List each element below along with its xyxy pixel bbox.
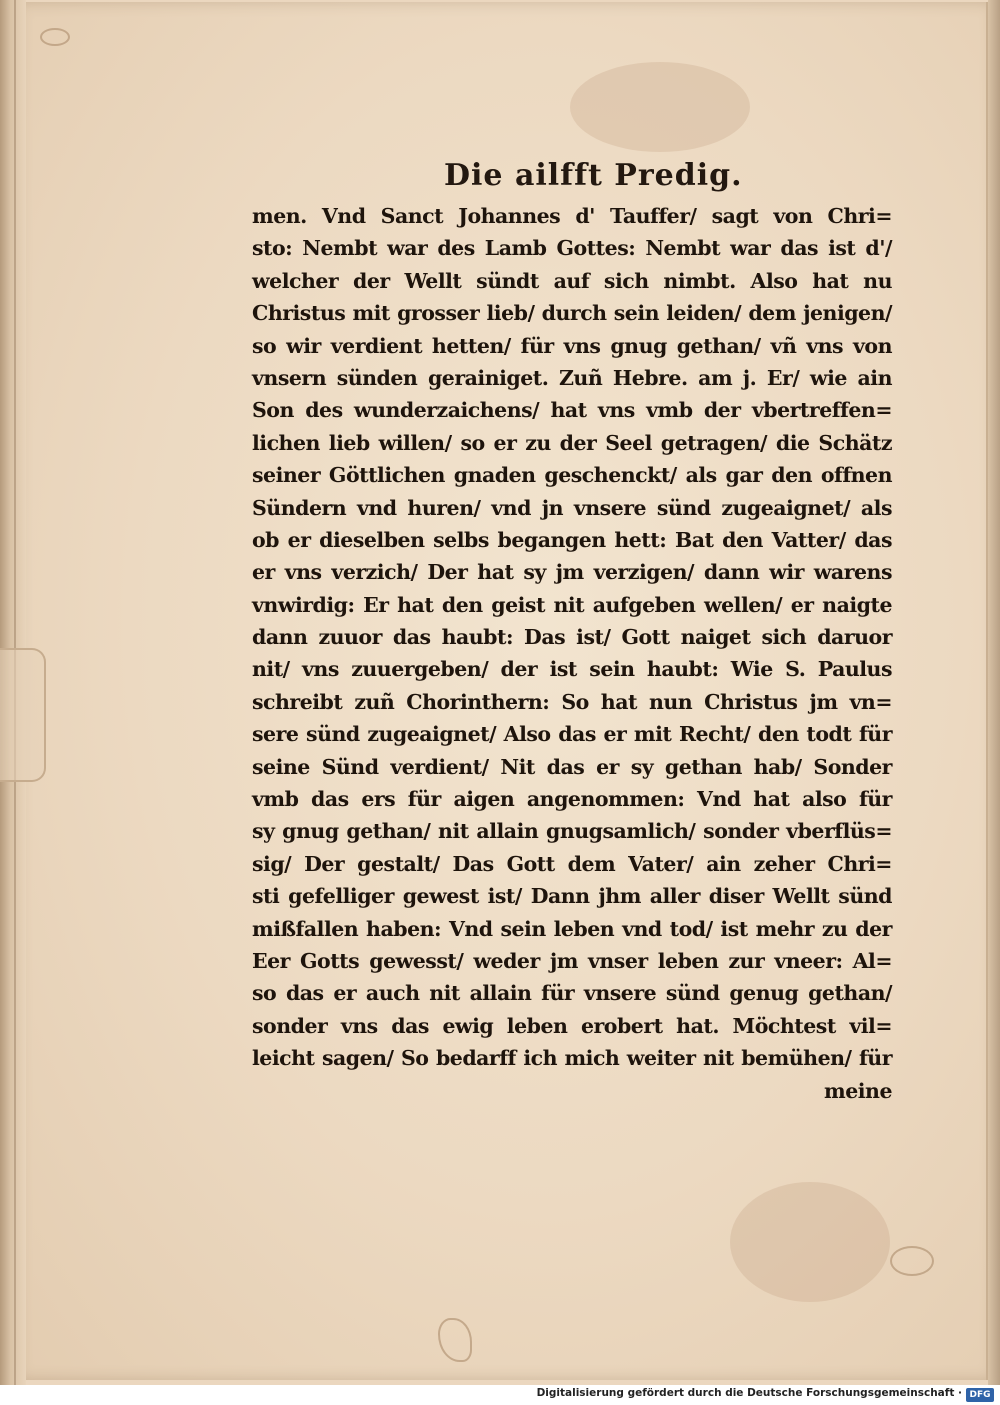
text-line: nit/ vns zuuergeben/ der ist sein haubt: Wie S. Paulus (252, 657, 892, 682)
running-header: Die ailfft Predig. (444, 158, 743, 193)
body-text (252, 200, 892, 1107)
text-line: so das er auch nit allain für vnsere sünd genug gethan/ (252, 981, 892, 1006)
dfg-logo: DFG (966, 1388, 994, 1402)
text-line: Sündern vnd huren/ vnd jn vnsere sünd zugeaignet/ als (252, 495, 892, 520)
text-line: sti gefelliger gewest ist/ Dann jhm aller diser Wellt sünd (252, 884, 892, 909)
text-line: sere sünd zugeaignet/ Also das er mit Recht/ den todt für (252, 722, 892, 747)
text-line: er vns verzich/ Der hat sy jm verzigen/ dann wir warens (252, 560, 892, 585)
catchword: meine (824, 1078, 892, 1103)
text-line: seiner Göttlichen gnaden geschenckt/ als gar den offnen (252, 463, 892, 488)
text-line: sig/ Der gestalt/ Das Gott dem Vater/ ain zeher Chri= (252, 851, 892, 876)
text-line: men. Vnd Sanct Johannes d' Tauffer/ sagt von Chri= (252, 204, 892, 228)
text-line: Son des wunderzaichens/ hat vns vmb der vbertreffen= (252, 398, 892, 423)
ink-mark (438, 1318, 472, 1362)
ink-mark (890, 1246, 934, 1276)
text-line: ob er dieselben selbs begangen hett: Bat den Vatter/ das (252, 527, 892, 552)
text-line: lichen lieb willen/ so er zu der Seel getragen/ die Schätz (252, 430, 892, 455)
text-line: sto: Nembt war des Lamb Gottes: Nembt war das ist d'/ (252, 236, 892, 261)
ink-mark (40, 28, 70, 46)
text-line: mißfallen haben: Vnd sein leben vnd tod/ ist mehr zu der (252, 916, 892, 941)
text-line: seine Sünd verdient/ Nit das er sy gethan hab/ Sonder (252, 754, 892, 779)
stain (730, 1182, 890, 1302)
text-line: so wir verdient hetten/ für vns gnug gethan/ vñ vns von (252, 333, 892, 358)
text-line: schreibt zuñ Chorinthern: So hat nun Christus jm vn= (252, 689, 892, 714)
text-line: welcher der Wellt sündt auf sich nimbt. Also hat nu (252, 268, 892, 293)
text-line: vnwirdig: Er hat den geist nit aufgeben wellen/ er naigte (252, 592, 892, 617)
text-line: Christus mit grosser lieb/ durch sein leiden/ dem jenigen/ (252, 301, 892, 326)
text-line: vmb das ers für aigen angenommen: Vnd hat also für (252, 787, 892, 812)
text-line: Eer Gotts gewesst/ weder jm vnser leben zur vneer: Al= (252, 948, 892, 973)
stain (570, 62, 750, 152)
text-line: dann zuuor das haubt: Das ist/ Gott naiget sich daruor (252, 625, 892, 650)
text-line: sonder vns das ewig leben erobert hat. Möchtest vil= (252, 1013, 892, 1038)
text-line: sy gnug gethan/ nit allain gnugsamlich/ sonder vberflüs= (252, 819, 892, 844)
digitization-credit: Digitalisierung gefördert durch die Deutsche Forschungsgemeinschaft · (536, 1387, 962, 1399)
page-edge (988, 0, 1000, 1385)
page-tab-fold (0, 648, 46, 782)
text-line: leicht sagen/ So bedarff ich mich weiter nit bemühen/ für (252, 1046, 892, 1071)
text-line: vnsern sünden gerainiget. Zuñ Hebre. am j. Er/ wie ain (252, 365, 892, 390)
